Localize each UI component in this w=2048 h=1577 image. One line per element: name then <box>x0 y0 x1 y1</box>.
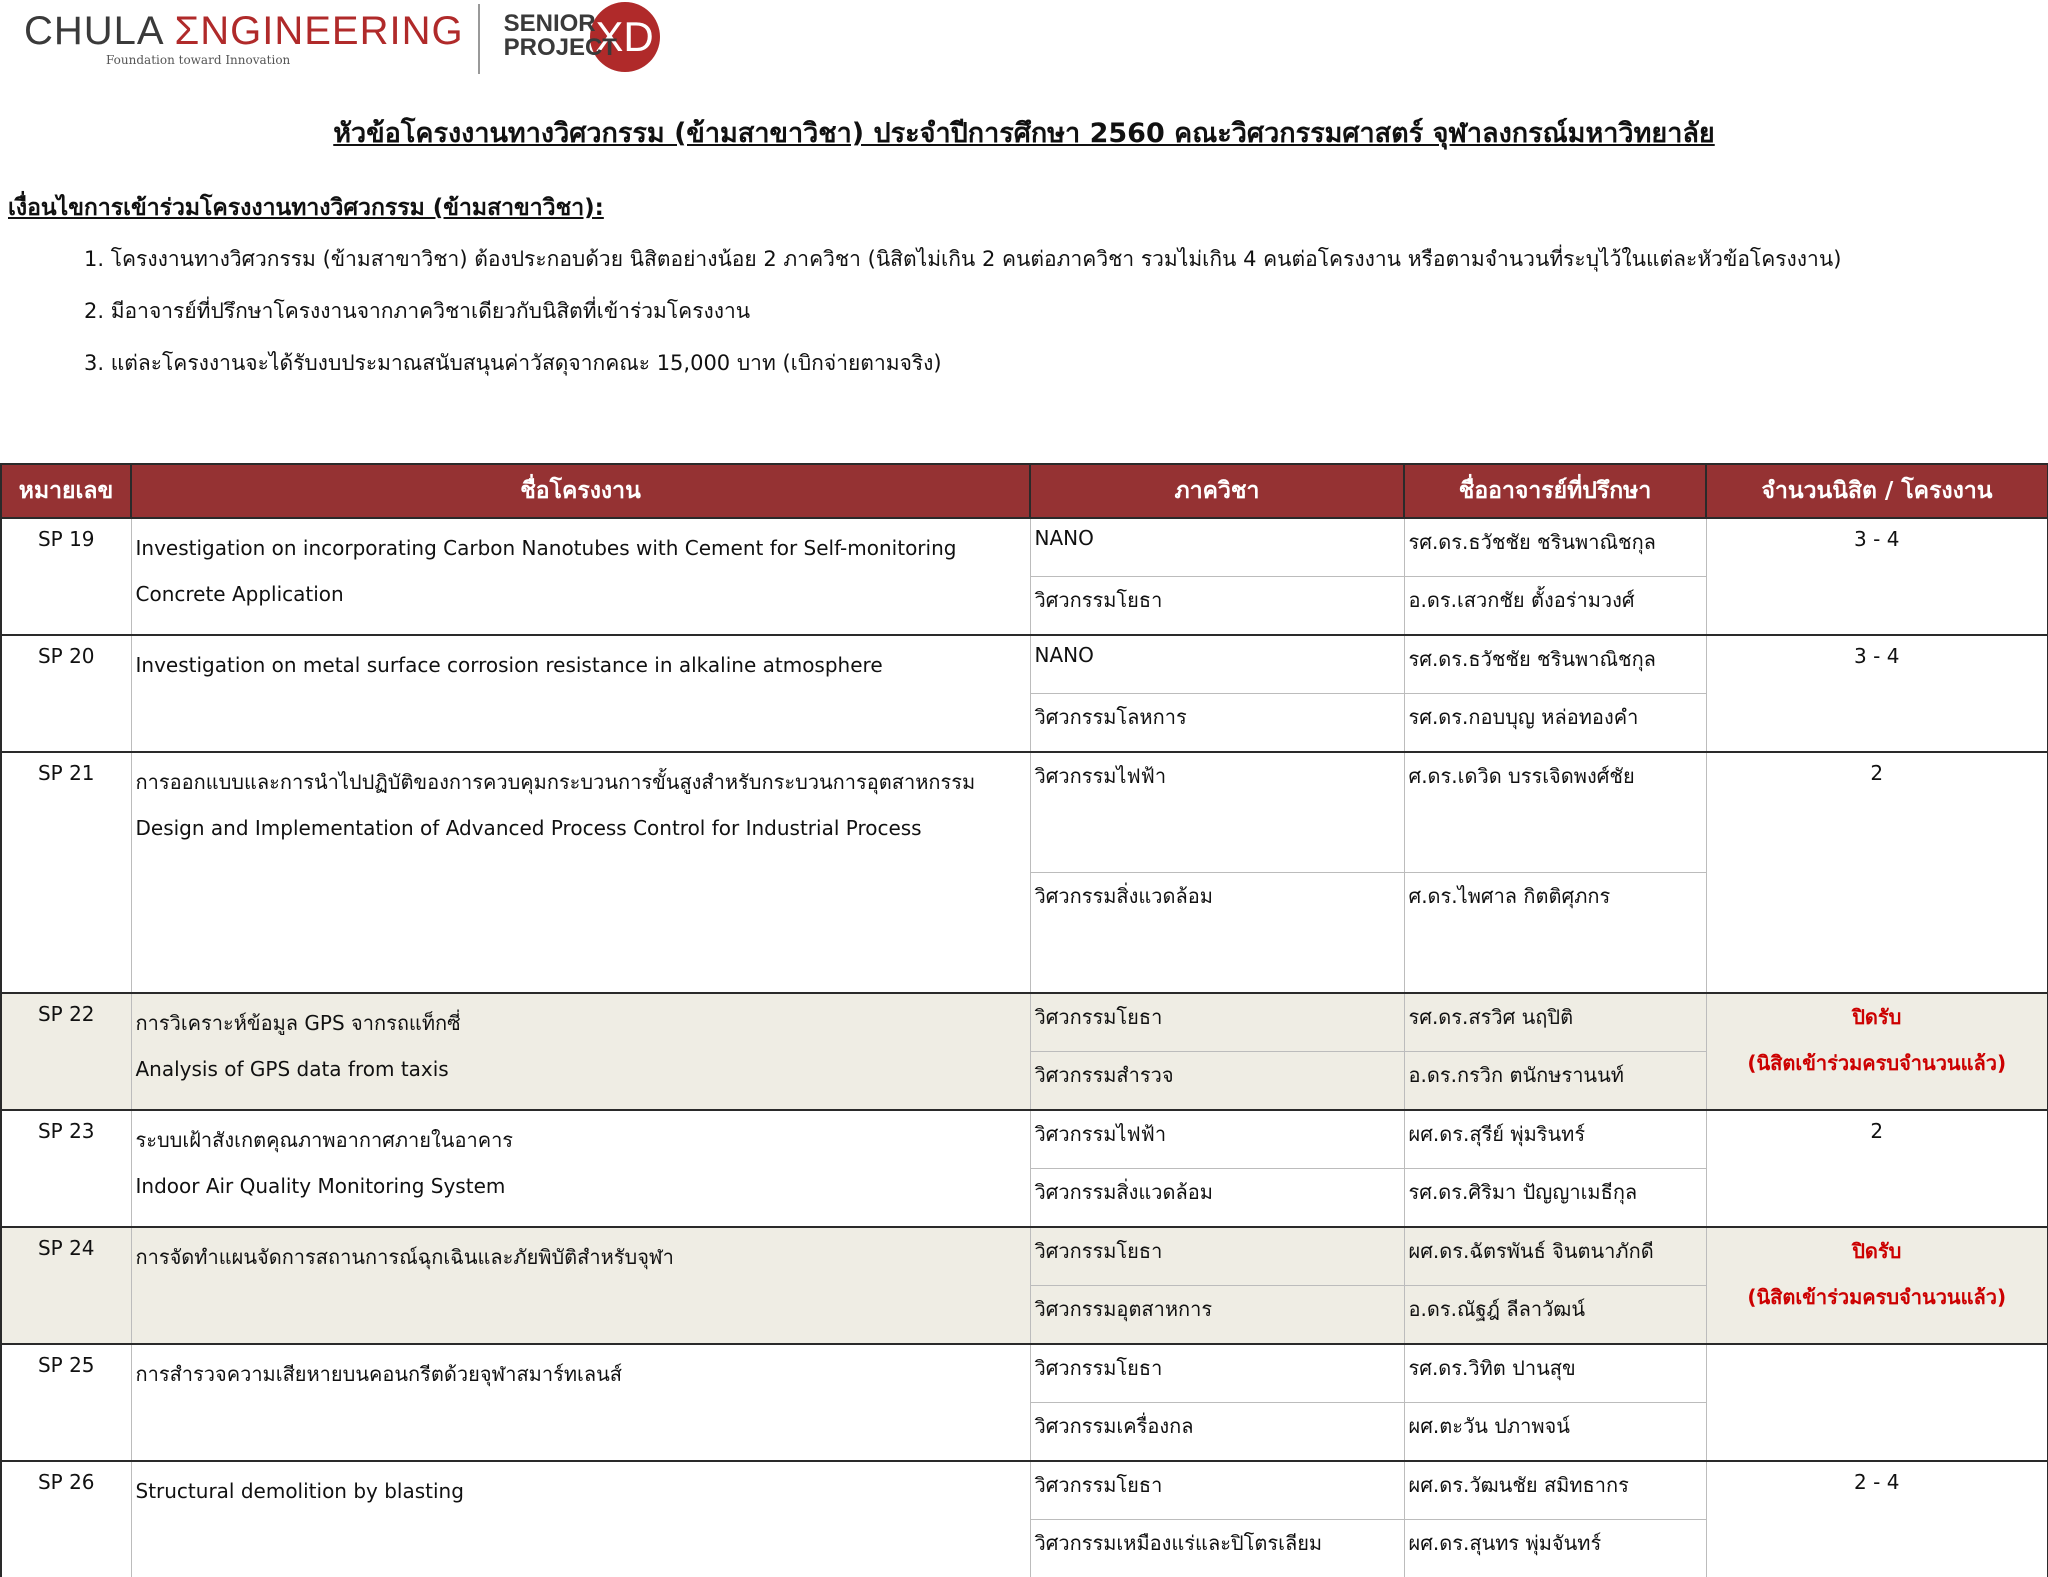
project-number: SP 21 <box>1 752 131 993</box>
advisor-cell: ศ.ดร.ไพศาล กิตติศุภกร <box>1404 873 1706 994</box>
department-cell: วิศวกรรมสิ่งแวดล้อม <box>1030 1169 1404 1228</box>
student-count <box>1706 1344 2048 1461</box>
header-student-count: จำนวนนิสิต / โครงงาน <box>1706 464 2048 518</box>
advisor-cell: ผศ.ดร.วัฒนชัย สมิทธากร <box>1404 1461 1706 1520</box>
logo-engineering-text: ΣNGINEERING <box>175 9 464 53</box>
page-title: หัวข้อโครงงานทางวิศวกรรม (ข้ามสาขาวิชา) ประจำปีการศึกษา 2560 คณะวิศวกรรมศาสตร์ จุฬาลงกรณ์มหาวิทยาลัย <box>0 111 2048 154</box>
department-cell: วิศวกรรมสิ่งแวดล้อม <box>1030 873 1404 994</box>
header-number: หมายเลข <box>1 464 131 518</box>
project-name-line: Structural demolition by blasting <box>136 1468 1026 1514</box>
advisor-cell: ผศ.ดร.ฉัตรพันธ์ จินตนาภักดี <box>1404 1227 1706 1286</box>
student-count <box>1706 993 2048 1110</box>
student-count <box>1706 1227 2048 1344</box>
project-name-line: Investigation on incorporating Carbon Nanotubes with Cement for Self-monitoring <box>136 525 1026 571</box>
department-cell: วิศวกรรมอุตสาหการ <box>1030 1286 1404 1345</box>
project-name <box>131 518 1030 635</box>
project-name-line: การจัดทำแผนจัดการสถานการณ์ฉุกเฉินและภัยพิบัติสำหรับจุฬา <box>136 1234 1026 1280</box>
advisor-cell: รศ.ดร.วิทิต ปานสุข <box>1404 1344 1706 1403</box>
department-cell: วิศวกรรมสำรวจ <box>1030 1052 1404 1111</box>
department-cell: วิศวกรรมเหมืองแร่และปิโตรเลียม <box>1030 1520 1404 1577</box>
department-cell: วิศวกรรมโยธา <box>1030 577 1404 636</box>
project-number: SP 20 <box>1 635 131 752</box>
senior-project-xd-logo <box>504 0 684 78</box>
department-cell: วิศวกรรมไฟฟ้า <box>1030 1110 1404 1169</box>
closed-status-badge: ปิดรับ <box>1707 1002 2048 1048</box>
advisor-cell: ผศ.ดร.สุรีย์ พุ่มรินทร์ <box>1404 1110 1706 1169</box>
project-number: SP 26 <box>1 1461 131 1577</box>
project-number: SP 22 <box>1 993 131 1110</box>
condition-item-2: 2. มีอาจารย์ที่ปรึกษาโครงงานจากภาควิชาเดียวกับนิสิตที่เข้าร่วมโครงงาน <box>84 293 1841 345</box>
advisor-cell: รศ.ดร.ศิริมา ปัญญาเมธีกุล <box>1404 1169 1706 1228</box>
project-name-line: Design and Implementation of Advanced Process Control for Industrial Process <box>136 805 1026 851</box>
student-count: 2 <box>1706 752 2048 993</box>
department-cell: วิศวกรรมโยธา <box>1030 1227 1404 1286</box>
logo-xd-badge: XD <box>590 2 660 72</box>
student-count: 3 - 4 <box>1706 518 2048 635</box>
project-name <box>131 1344 1030 1461</box>
closed-status-note: (นิสิตเข้าร่วมครบจำนวนแล้ว) <box>1707 1282 2048 1328</box>
project-name-line: การวิเคราะห์ข้อมูล GPS จากรถแท็กซี่ <box>136 1000 1026 1046</box>
table-row <box>1 1344 2048 1403</box>
department-cell: NANO <box>1030 635 1404 694</box>
projects-table <box>0 463 2048 1577</box>
project-name-line: Indoor Air Quality Monitoring System <box>136 1163 1026 1209</box>
department-cell: วิศวกรรมโยธา <box>1030 1344 1404 1403</box>
department-cell: วิศวกรรมไฟฟ้า <box>1030 752 1404 873</box>
advisor-cell: อ.ดร.เสวกชัย ตั้งอร่ามวงศ์ <box>1404 577 1706 636</box>
advisor-cell: ผศ.ตะวัน ปภาพจน์ <box>1404 1403 1706 1462</box>
header-advisor: ชื่ออาจารย์ที่ปรึกษา <box>1404 464 1706 518</box>
table-row <box>1 635 2048 694</box>
project-name-line: Analysis of GPS data from taxis <box>136 1046 1026 1092</box>
chula-engineering-logo <box>24 11 464 67</box>
table-row <box>1 1227 2048 1286</box>
department-cell: NANO <box>1030 518 1404 577</box>
student-count: 2 - 4 <box>1706 1461 2048 1577</box>
table-row <box>1 1110 2048 1169</box>
project-name-line: ระบบเฝ้าสังเกตคุณภาพอากาศภายในอาคาร <box>136 1117 1026 1163</box>
advisor-cell: อ.ดร.กรวิก ตนักษรานนท์ <box>1404 1052 1706 1111</box>
department-cell: วิศวกรรมโยธา <box>1030 993 1404 1052</box>
project-number: SP 25 <box>1 1344 131 1461</box>
project-number: SP 23 <box>1 1110 131 1227</box>
project-name <box>131 993 1030 1110</box>
logo-chula-text: CHULA <box>24 9 162 53</box>
header-logo-bar <box>24 0 684 78</box>
student-count: 2 <box>1706 1110 2048 1227</box>
project-name <box>131 1227 1030 1344</box>
header-department: ภาควิชา <box>1030 464 1404 518</box>
project-name-line: Concrete Application <box>136 571 1026 617</box>
student-count: 3 - 4 <box>1706 635 2048 752</box>
project-number: SP 19 <box>1 518 131 635</box>
table-row <box>1 993 2048 1052</box>
table-row <box>1 752 2048 873</box>
advisor-cell: รศ.ดร.สรวิศ นฤปิติ <box>1404 993 1706 1052</box>
closed-status-note: (นิสิตเข้าร่วมครบจำนวนแล้ว) <box>1707 1048 2048 1094</box>
advisor-cell: อ.ดร.ณัฐฎ์ ลีลาวัฒน์ <box>1404 1286 1706 1345</box>
advisor-cell: รศ.ดร.ธวัชชัย ชรินพาณิชกุล <box>1404 635 1706 694</box>
project-name <box>131 752 1030 993</box>
table-row <box>1 518 2048 577</box>
advisor-cell: ศ.ดร.เดวิด บรรเจิดพงศ์ชัย <box>1404 752 1706 873</box>
project-name <box>131 1110 1030 1227</box>
logo-tagline: Foundation toward Innovation <box>106 53 464 67</box>
advisor-cell: รศ.ดร.กอบบุญ หล่อทองคำ <box>1404 694 1706 753</box>
advisor-cell: ผศ.ดร.สุนทร พุ่มจันทร์ <box>1404 1520 1706 1577</box>
conditions-heading: เงื่อนไขการเข้าร่วมโครงงานทางวิศวกรรม (ข้ามสาขาวิชา): <box>8 190 604 226</box>
logo-project-text: PROJECT <box>504 34 617 61</box>
project-name-line: การออกแบบและการนำไปปฏิบัติของการควบคุมกระบวนการขั้นสูงสำหรับกระบวนการอุตสาหกรรม <box>136 759 1026 805</box>
project-number: SP 24 <box>1 1227 131 1344</box>
project-name-line: การสำรวจความเสียหายบนคอนกรีตด้วยจุฬาสมาร์ทเลนส์ <box>136 1351 1026 1397</box>
department-cell: วิศวกรรมโลหการ <box>1030 694 1404 753</box>
department-cell: วิศวกรรมเครื่องกล <box>1030 1403 1404 1462</box>
condition-item-1: 1. โครงงานทางวิศวกรรม (ข้ามสาขาวิชา) ต้องประกอบด้วย นิสิตอย่างน้อย 2 ภาควิชา (นิสิตไม่เกิน 2 คนต่อภาควิชา รวมไม่เกิน 4 คนต่อโครงงาน หรือตามจำนวนที่ระบุไว้ในแต่ละหัวข้อโครงงาน) <box>84 241 1841 293</box>
header-project-name: ชื่อโครงงาน <box>131 464 1030 518</box>
condition-item-3: 3. แต่ละโครงงานจะได้รับงบประมาณสนับสนุนค่าวัสดุจากคณะ 15,000 บาท (เบิกจ่ายตามจริง) <box>84 345 1841 397</box>
projects-table-body <box>1 518 2048 1577</box>
advisor-cell: รศ.ดร.ธวัชชัย ชรินพาณิชกุล <box>1404 518 1706 577</box>
department-cell: วิศวกรรมโยธา <box>1030 1461 1404 1520</box>
project-name-line: Investigation on metal surface corrosion resistance in alkaline atmosphere <box>136 642 1026 688</box>
logo-senior-text: SENIOR <box>504 10 596 37</box>
table-header-row <box>1 464 2048 518</box>
table-row <box>1 1461 2048 1520</box>
conditions-list <box>84 241 1841 397</box>
project-name <box>131 635 1030 752</box>
logo-divider <box>478 4 480 74</box>
project-name <box>131 1461 1030 1577</box>
closed-status-badge: ปิดรับ <box>1707 1236 2048 1282</box>
